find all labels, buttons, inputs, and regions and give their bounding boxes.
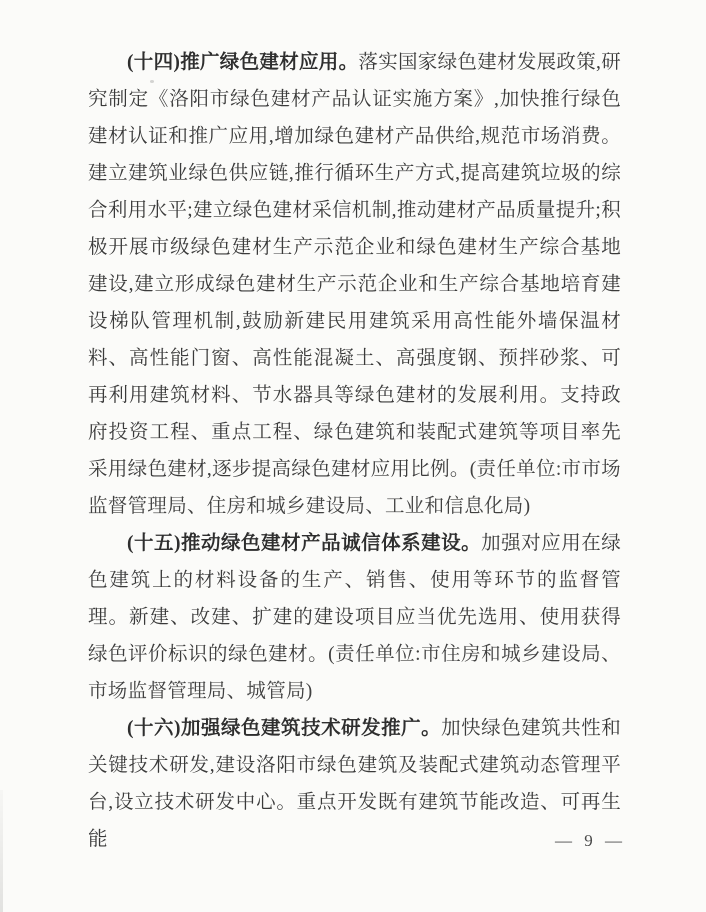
page-number: — 9 — — [555, 831, 626, 850]
section-14-responsibility-unit: (责任单位:市市场监督管理局、住房和城乡建设局、工业和信息化局) — [88, 459, 621, 517]
section-15-paragraph — [88, 525, 621, 710]
section-16-heading: (十六)加强绿色建筑技术研发推广。 — [127, 718, 442, 739]
section-16-paragraph — [88, 710, 621, 858]
section-16-body: 加快绿色建筑共性和关键技术研发,建设洛阳市绿色建筑及装配式建筑动态管理平台,设立技术研发中心。重点开发既有建筑节能改造、可再生能 — [88, 718, 622, 850]
section-14-heading: (十四)推广绿色建材应用。 — [127, 52, 359, 73]
section-15-body: 加强对应用在绿色建筑上的材料设备的生产、销售、使用等环节的监督管理。新建、改建、扩建的建设项目应当优先选用、使用获得绿色评价标识的绿色建材。 — [88, 533, 622, 665]
scan-artifact-edge — [0, 790, 3, 912]
document-text-block — [88, 44, 621, 858]
section-14-paragraph — [88, 44, 621, 525]
section-15-responsibility-unit: (责任单位:市住房和城乡建设局、市场监督管理局、城管局) — [88, 644, 621, 702]
section-14-body: 落实国家绿色建材发展政策,研究制定《洛阳市绿色建材产品认证实施方案》,加快推行绿色建材认证和推广应用,增加绿色建材产品供给,规范市场消费。建立建筑业绿色供应链,推行循环生产方式,提高建筑垃圾的综合利用水平;建立绿色建材采信机制,推动建材产品质量提升;积极开展市级绿色建材生产示范企业和绿色建材生产综合基地建设,建立形成绿色建材生产示范企业和生产综合基地培育建设梯队管理机制,鼓励新建民用建筑采用高性能外墙保温材料、高性能门窗、高性能混凝土、高强度钢、预拌砂浆、可再利用建筑材料、节水器具等绿色建材的发展利用。支持政府投资工程、重点工程、绿色建筑和装配式建筑等项目率先采用绿色建材,逐步提高绿色建材应用比例。 — [88, 52, 621, 480]
section-15-heading: (十五)推动绿色建材产品诚信体系建设。 — [127, 533, 482, 554]
